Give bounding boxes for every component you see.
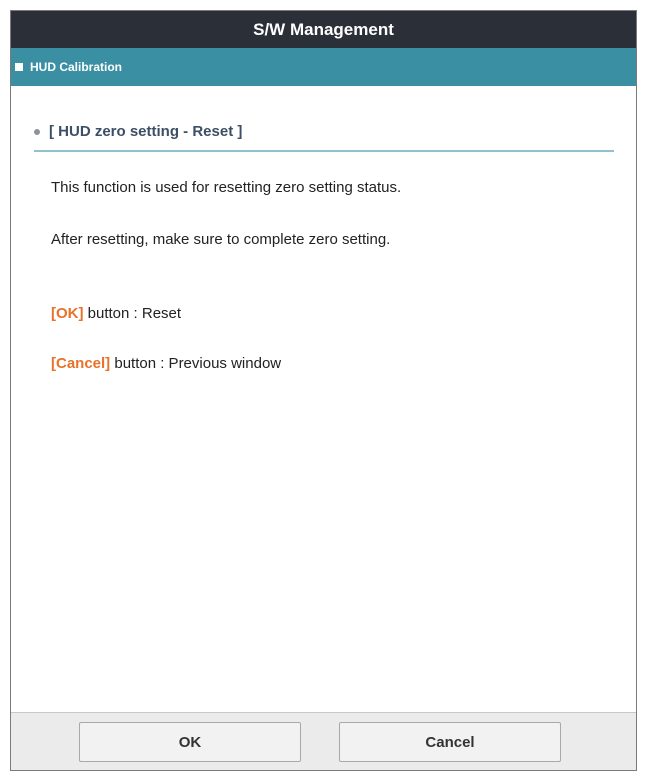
cancel-hint-text: button : Previous window (110, 355, 282, 372)
description-line-1: This function is used for resetting zero setting status. (51, 179, 402, 196)
cancel-hint-tag: [Cancel] (51, 355, 111, 372)
square-icon (15, 63, 23, 71)
cancel-hint (51, 354, 281, 374)
section-title: HUD Calibration (30, 60, 123, 74)
ok-hint-tag: [OK] (51, 305, 84, 322)
section-header (11, 48, 636, 86)
content-heading (34, 122, 614, 152)
ok-hint-text: button : Reset (83, 305, 182, 322)
button-bar (11, 712, 636, 770)
cancel-button[interactable]: Cancel (339, 722, 561, 762)
bullet-icon (34, 129, 40, 135)
description-line-2: After resetting, make sure to complete zero setting. (51, 231, 391, 248)
content-area (11, 86, 636, 714)
ok-button[interactable]: OK (79, 722, 301, 762)
heading-text: [ HUD zero setting - Reset ] (49, 123, 243, 140)
ok-hint (51, 304, 181, 324)
dialog-title: S/W Management (253, 19, 394, 39)
sw-management-dialog (10, 10, 637, 771)
dialog-title-bar (11, 11, 636, 48)
